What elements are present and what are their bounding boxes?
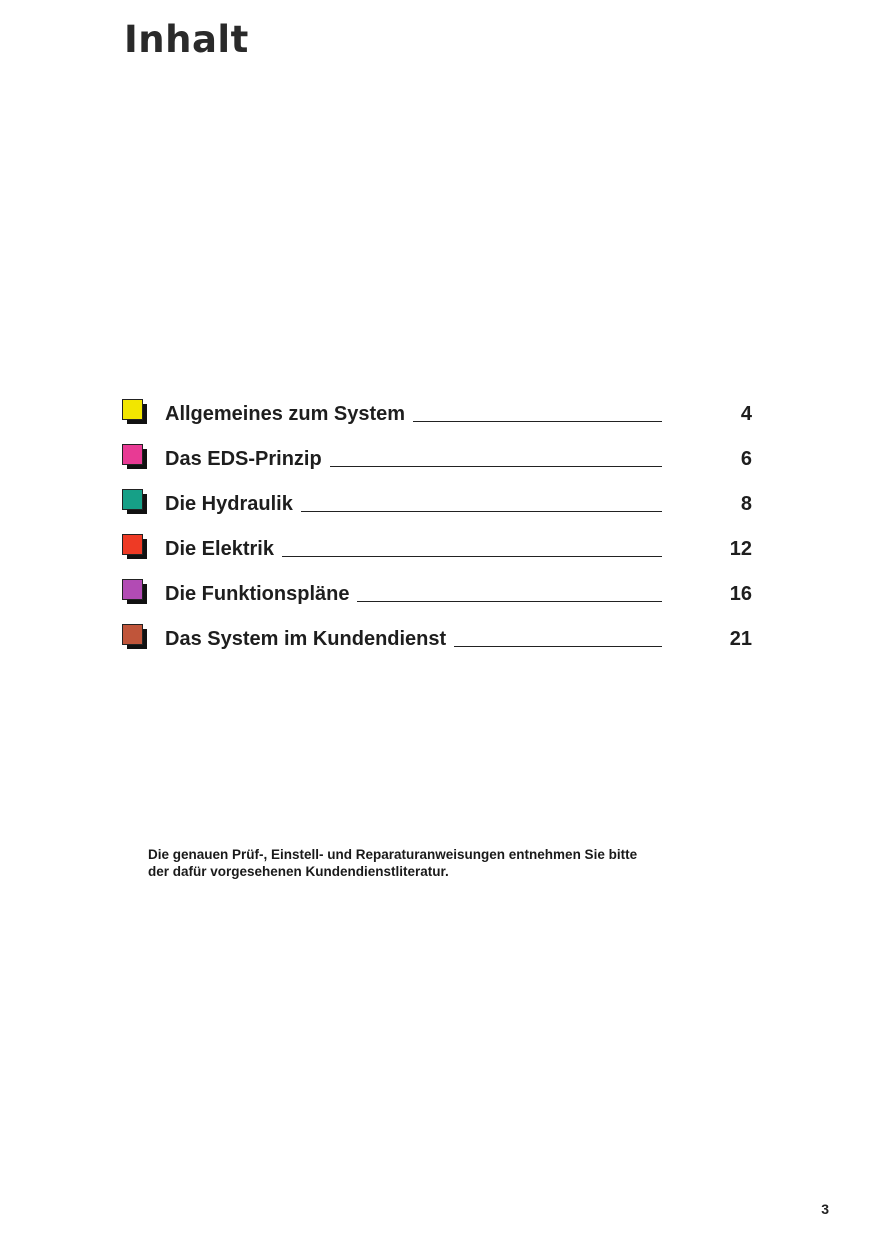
swatch-purple [122,579,143,600]
toc-page-number: 21 [729,628,752,650]
toc-label: Die Funktionspläne [165,583,350,605]
toc-label: Das System im Kundendienst [165,628,447,650]
color-marker-icon [122,534,148,560]
leader-line [454,645,662,647]
color-marker-icon [122,489,148,515]
leader-line [330,465,662,467]
toc-page-number: 4 [740,403,752,425]
page-number: 3 [821,1201,829,1217]
swatch-brown [122,624,143,645]
swatch-magenta [122,444,143,465]
color-marker-icon [122,444,148,470]
swatch-red [122,534,143,555]
toc-label: Die Elektrik [165,538,274,560]
leader-line [357,600,662,602]
color-marker-icon [122,579,148,605]
table-of-contents [122,383,752,653]
service-note [148,846,768,880]
page-title: Inhalt [124,18,249,61]
service-note-line-1: Die genauen Prüf-, Einstell- und Reparaturanweisungen entnehmen Sie bitte [148,847,638,862]
toc-item-eds-prinzip[interactable] [122,428,752,473]
toc-item-allgemeines[interactable] [122,383,752,428]
toc-item-elektrik[interactable] [122,518,752,563]
toc-item-kundendienst[interactable] [122,608,752,653]
leader-line [413,420,662,422]
toc-page-number: 12 [729,538,752,560]
toc-item-funktionsplaene[interactable] [122,563,752,608]
toc-label: Das EDS-Prinzip [165,448,322,470]
service-note-line-2: der dafür vorgesehenen Kundendienstliteratur. [148,864,449,879]
color-marker-icon [122,624,148,650]
swatch-yellow [122,399,143,420]
color-marker-icon [122,399,148,425]
swatch-teal [122,489,143,510]
toc-page-number: 8 [740,493,752,515]
toc-page-number: 16 [729,583,752,605]
toc-page-number: 6 [740,448,752,470]
toc-label: Allgemeines zum System [165,403,406,425]
leader-line [301,510,662,512]
toc-label: Die Hydraulik [165,493,293,515]
leader-line [282,555,662,557]
toc-item-hydraulik[interactable] [122,473,752,518]
